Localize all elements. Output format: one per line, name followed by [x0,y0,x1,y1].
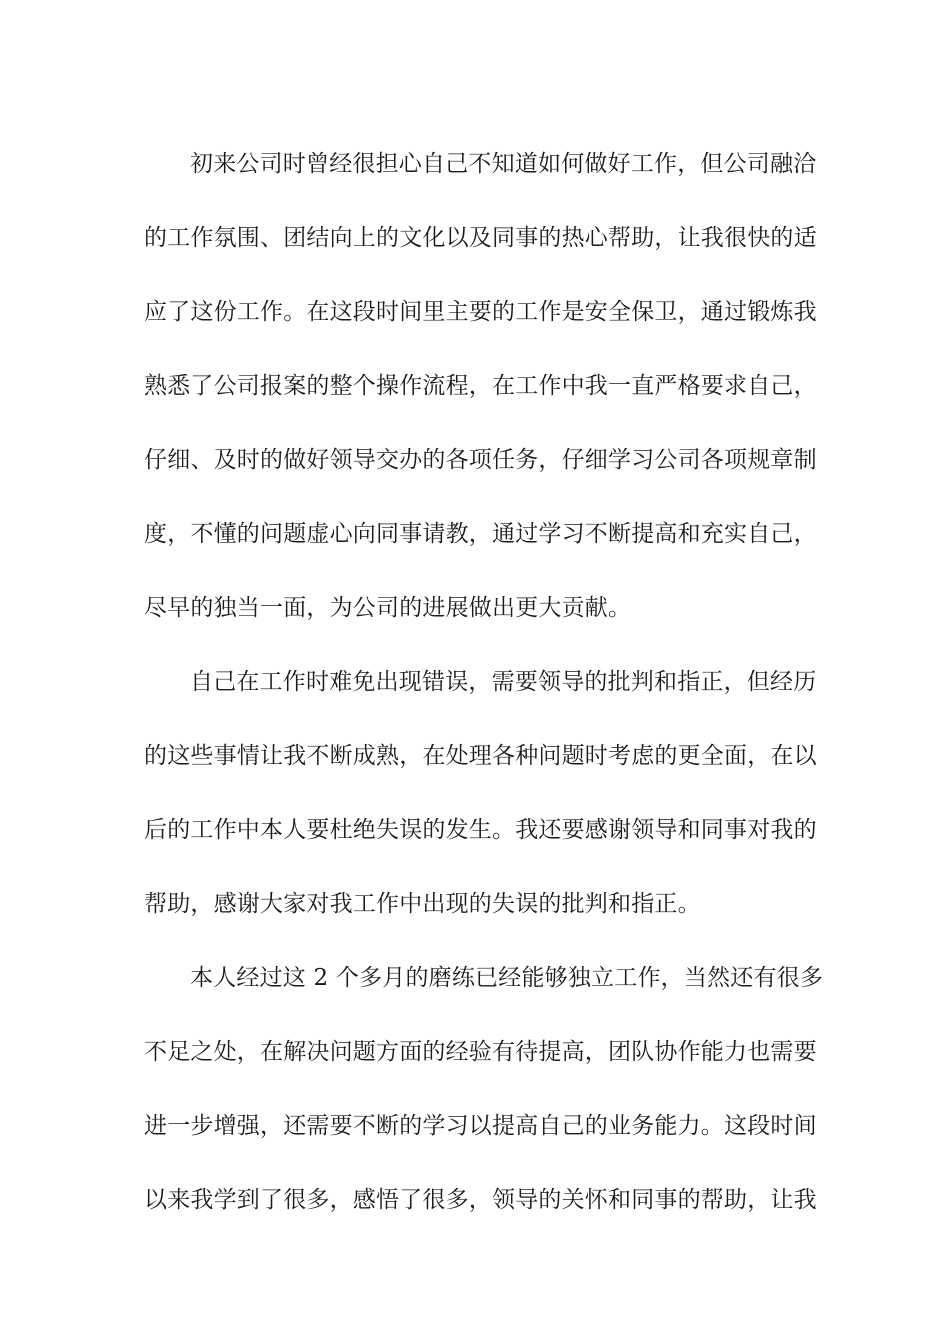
paragraph-line: 的这些事情让我不断成熟，在处理各种问题时考虑的更全面，在以 [144,743,817,769]
paragraph-line: 本人经过这 2 个多月的磨练已经能够独立工作，当然还有很多 [190,965,824,991]
paragraph-line: 的工作氛围、团结向上的文化以及同事的热心帮助，让我很快的适 [144,225,817,251]
paragraph-3 [144,941,824,1237]
paragraph-line: 不足之处，在解决问题方面的经验有待提高，团队协作能力也需要 [144,1039,817,1065]
paragraph-line: 度，不懂的问题虚心向同事请教，通过学习不断提高和充实自己， [144,521,817,547]
paragraph-line: 以来我学到了很多，感悟了很多，领导的关怀和同事的帮助，让我 [144,1187,817,1213]
paragraph-line: 初来公司时曾经很担心自己不知道如何做好工作，但公司融洽 [190,151,817,177]
paragraph-line: 进一步增强，还需要不断的学习以提高自己的业务能力。这段时间 [144,1113,817,1139]
paragraph-line: 应了这份工作。在这段时间里主要的工作是安全保卫，通过锻炼我 [144,299,817,325]
paragraph-line: 尽早的独当一面，为公司的进展做出更大贡献。 [144,595,632,621]
paragraph-1 [144,127,817,645]
paragraph-line: 后的工作中本人要杜绝失误的发生。我还要感谢领导和同事对我的 [144,817,817,843]
paragraph-line: 仔细、及时的做好领导交办的各项任务，仔细学习公司各项规章制 [144,447,817,473]
paragraph-line: 帮助，感谢大家对我工作中出现的失误的批判和指正。 [144,891,701,917]
paragraph-2 [144,645,817,941]
paragraph-line: 自己在工作时难免出现错误，需要领导的批判和指正，但经历 [190,669,817,695]
document-body [144,127,824,1237]
paragraph-line: 熟悉了公司报案的整个操作流程，在工作中我一直严格要求自己， [144,373,817,399]
